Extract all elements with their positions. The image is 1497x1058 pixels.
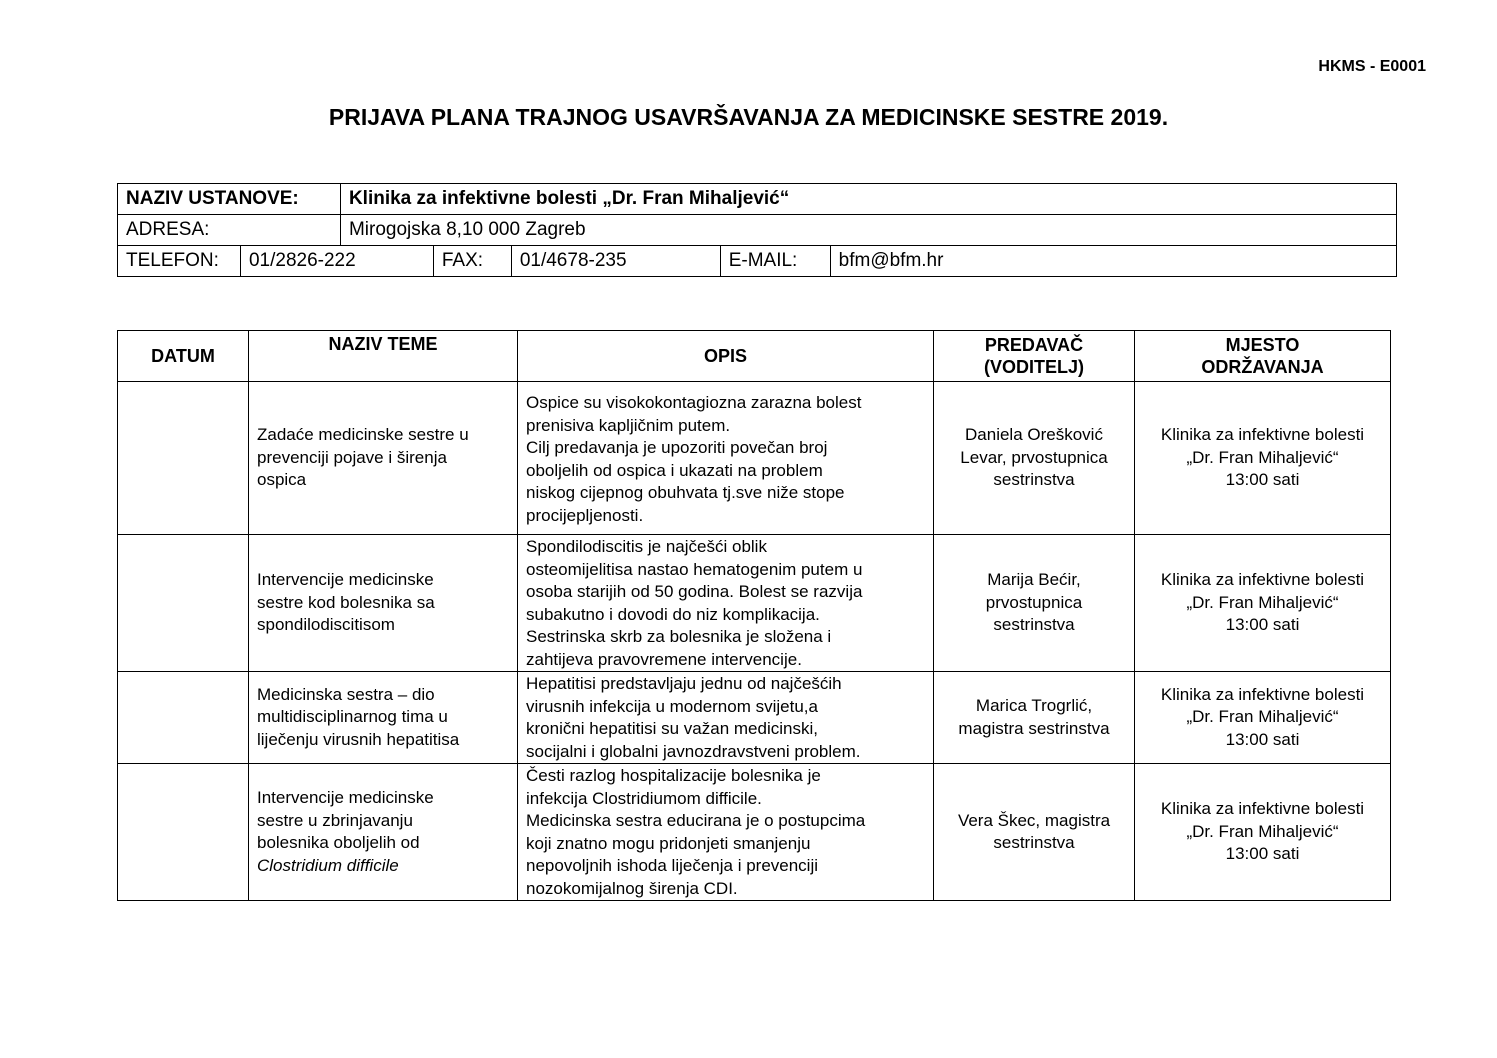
place-cell [1135, 672, 1391, 764]
phone-label: TELEFON: [118, 246, 241, 277]
description-line: oboljelih od ospica i ukazati na problem [526, 460, 823, 480]
fax-label: FAX: [433, 246, 511, 277]
header-lecturer-line2: (VODITELJ) [983, 357, 1084, 377]
date-cell [118, 382, 249, 535]
topic-line: prevenciji pojave i širenja [257, 447, 447, 467]
table-row [118, 382, 1391, 535]
lecturer-cell [934, 382, 1135, 535]
place-line: 13:00 sati [1225, 615, 1300, 635]
description-line: Sestrinska skrb za bolesnika je složena i [526, 627, 832, 646]
lecturer-line: sestrinstva [993, 470, 1075, 490]
header-topic: NAZIV TEME [249, 331, 518, 382]
topic-line: bolesnika oboljelih od [257, 833, 420, 852]
institution-name-value: Klinika za infektivne bolesti „Dr. Fran Mihaljević“ [340, 184, 1396, 215]
place-line: 13:00 sati [1225, 844, 1300, 864]
page-title: PRIJAVA PLANA TRAJNOG USAVRŠAVANJA ZA MEDICINSKE SESTRE 2019. [328, 104, 1169, 130]
description-line: prenisiva kapljičnim putem. [526, 415, 731, 435]
topic-line: Clostridium difficile [257, 855, 399, 875]
lecturer-line: prvostupnica [985, 592, 1083, 612]
header-description: OPIS [518, 331, 934, 382]
email-value: bfm@bfm.hr [830, 246, 1396, 277]
description-line: Spondilodiscitis je najčešći oblik [526, 537, 767, 556]
lecturer-cell [934, 535, 1135, 672]
description-line: Hepatitisi predstavljaju jednu od najčešćih [526, 674, 842, 693]
place-cell [1135, 382, 1391, 535]
description-cell [518, 672, 934, 764]
place-cell [1135, 764, 1391, 901]
lecturer-cell [934, 764, 1135, 901]
description-line: kronični hepatitisi su važan medicinski, [526, 719, 818, 738]
header-place [1135, 331, 1391, 382]
address-row [118, 215, 1397, 246]
date-cell [118, 535, 249, 672]
lecturer-line: magistra sestrinstva [958, 718, 1110, 738]
topic-line: Intervencije medicinske [257, 788, 434, 807]
place-line: Klinika za infektivne bolesti [1160, 425, 1365, 445]
lecturer-line: sestrinstva [993, 833, 1075, 852]
place-line: „Dr. Fran Mihaljević“ [1186, 447, 1339, 467]
description-line: Česti razlog hospitalizacije bolesnika je [526, 766, 821, 785]
topic-cell [249, 535, 518, 672]
lecturer-line: Vera Škec, magistra [957, 810, 1111, 830]
place-line: „Dr. Fran Mihaljević“ [1186, 592, 1339, 612]
document-code: HKMS - E0001 [1318, 58, 1426, 75]
lecturer-line: Marica Trogrlić, [975, 696, 1093, 715]
place-line: Klinika za infektivne bolesti [1160, 799, 1365, 819]
address-label: ADRESA: [118, 215, 341, 246]
topic-line: sestre u zbrinjavanju [257, 810, 413, 830]
description-line: subakutno i dovodi do niz komplikacija. [526, 604, 820, 624]
lecturer-line: Marija Bećir, [987, 570, 1081, 590]
description-line: Medicinska sestra educirana je o postupcima [526, 811, 866, 830]
description-line: osteomijelitisa nastao hematogenim putem u [526, 559, 863, 579]
description-cell [518, 764, 934, 901]
description-line: osoba starijih od 50 godina. Bolest se razvija [526, 582, 863, 601]
description-line: koji znatno mogu pridonjeti smanjenju [526, 833, 811, 853]
header-date: DATUM [118, 331, 249, 382]
description-cell [518, 382, 934, 535]
topic-line: multidisciplinarnog tima u [257, 707, 448, 727]
address-value: Mirogojska 8,10 000 Zagreb [340, 215, 1396, 246]
description-line: infekcija Clostridiumom difficile. [526, 788, 762, 808]
phone-value: 01/2826-222 [240, 246, 433, 277]
place-line: „Dr. Fran Mihaljević“ [1186, 707, 1339, 727]
plan-header-row [118, 331, 1391, 382]
table-row [118, 535, 1391, 672]
contact-row [118, 246, 1397, 277]
topic-cell [249, 672, 518, 764]
description-line: virusnih infekcija u modernom svijetu,a [526, 696, 818, 716]
institution-name-row [118, 184, 1397, 215]
place-line: „Dr. Fran Mihaljević“ [1186, 821, 1339, 841]
lecturer-line: Levar, prvostupnica [960, 447, 1108, 467]
description-line: zahtijeva pravovremene intervencije. [526, 649, 802, 669]
fax-value: 01/4678-235 [511, 246, 720, 277]
topic-line: sestre kod bolesnika sa [257, 592, 435, 612]
institution-name-label: NAZIV USTANOVE: [118, 184, 341, 215]
table-row [118, 764, 1391, 901]
topic-line: ospica [257, 470, 307, 490]
header-lecturer-line1: PREDAVAČ [984, 335, 1084, 355]
table-row [118, 672, 1391, 764]
lecturer-line: sestrinstva [993, 615, 1075, 635]
topic-cell [249, 764, 518, 901]
topic-line: Intervencije medicinske [257, 570, 434, 590]
description-line: Cilj predavanja je upozoriti povečan broj [526, 438, 828, 457]
description-line: nozokomijalnog širenja CDI. [526, 878, 738, 898]
description-line: niskog cijepnog obuhvata tj.sve niže stope [526, 483, 845, 502]
header-place-line2: ODRŽAVANJA [1201, 357, 1324, 377]
header-lecturer [934, 331, 1135, 382]
place-line: 13:00 sati [1225, 729, 1300, 749]
header-place-line1: MJESTO [1225, 335, 1300, 355]
place-cell [1135, 535, 1391, 672]
description-line: procijepljenosti. [526, 505, 644, 525]
description-cell [518, 535, 934, 672]
topic-cell [249, 382, 518, 535]
description-line: nepovoljnih ishoda liječenja i prevenciji [526, 856, 819, 875]
education-plan-table [117, 330, 1391, 901]
lecturer-cell [934, 672, 1135, 764]
email-label: E-MAIL: [720, 246, 830, 277]
topic-line: Zadaće medicinske sestre u [257, 425, 469, 445]
place-line: Klinika za infektivne bolesti [1160, 570, 1365, 590]
description-line: socijalni i globalni javnozdravstveni problem. [526, 741, 861, 761]
description-line: Ospice su visokokontagiozna zarazna bolest [526, 393, 862, 412]
institution-table [117, 183, 1397, 277]
place-line: 13:00 sati [1225, 470, 1300, 490]
lecturer-line: Daniela Orešković [965, 425, 1103, 445]
date-cell [118, 764, 249, 901]
place-line: Klinika za infektivne bolesti [1160, 684, 1365, 704]
topic-line: spondilodiscitisom [257, 615, 395, 635]
topic-line: liječenju virusnih hepatitisa [257, 729, 460, 749]
date-cell [118, 672, 249, 764]
topic-line: Medicinska sestra – dio [257, 684, 435, 704]
